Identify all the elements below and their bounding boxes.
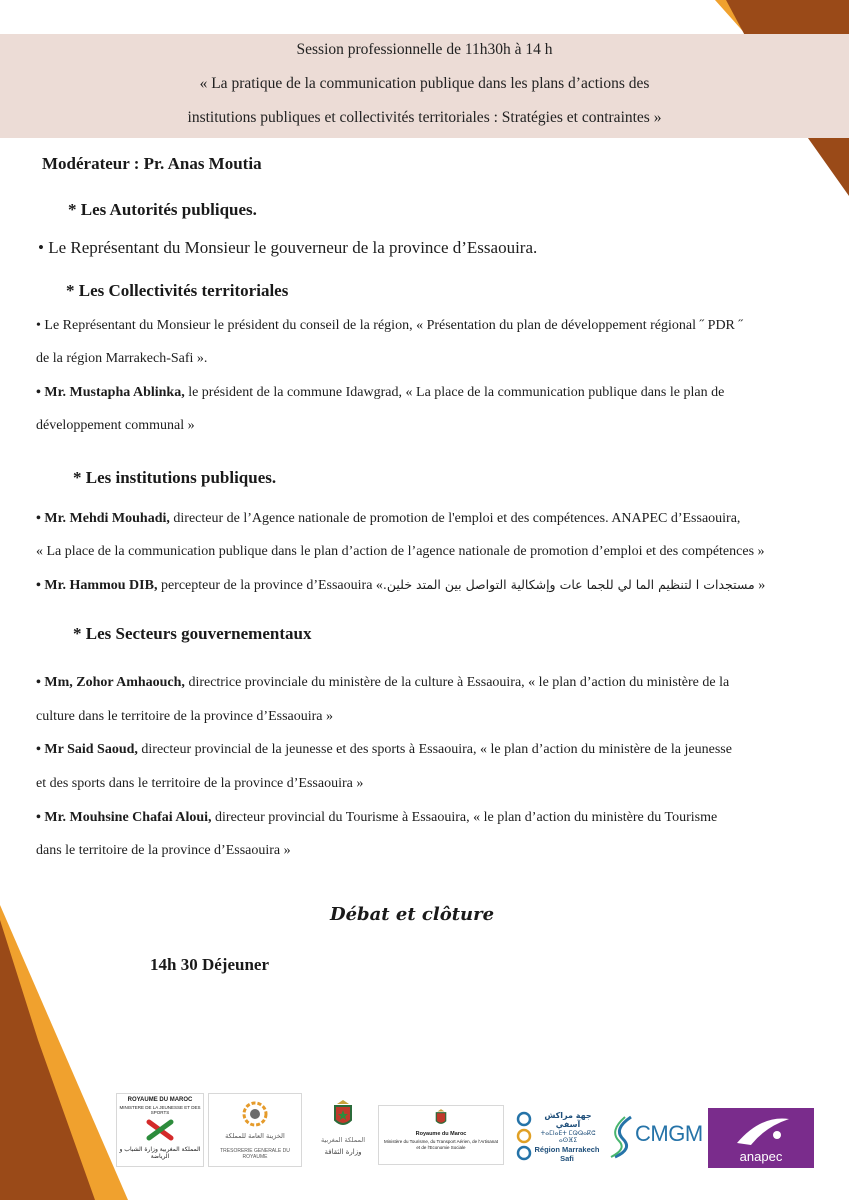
anapec-swoosh-icon <box>731 1113 793 1149</box>
logo-tourisme-fr2: Ministère du Tourisme, du Transport Aérien, de l'Artisanat et de l'Economie Sociale <box>383 1139 499 1150</box>
speaker-name: • Mr. Hammou DIB, <box>36 578 158 593</box>
logo-tresorerie-generale <box>208 1093 302 1167</box>
speaker-role: directeur de l’Agence nationale de promotion de l'emploi et des compétences. ANAPEC d’Essaouira, <box>169 511 741 526</box>
logo-culture-ar: المملكة المغربية <box>320 1136 366 1144</box>
logo-jeunesse-fr: ROYAUME DU MAROC <box>127 1097 193 1103</box>
logo-cmgm-name: CMGM <box>635 1121 703 1146</box>
collectivites-item-1-line1: • Le Représentant du Monsieur le président du conseil de la région, « Présentation du plan de développement régional ˝ PDR ˝ <box>36 318 744 333</box>
speaker-role: le président de la commune Idawgrad, « La place de la communication publique dans le plan de <box>184 385 725 400</box>
session-banner <box>0 34 849 138</box>
logo-anapec-name: anapec <box>739 1149 783 1164</box>
session-time: Session professionnelle de 11h30h à 14 h <box>296 41 553 58</box>
institutions-item-1-line1 <box>36 511 740 527</box>
speaker-role: percepteur de la province d’Essaouira « <box>157 578 383 593</box>
royal-coat-of-arms-icon <box>431 1108 451 1128</box>
logo-anapec <box>708 1108 814 1168</box>
region-pattern-icon <box>513 1111 535 1161</box>
logo-ministere-tourisme <box>378 1105 504 1165</box>
logo-region-tifinagh: ⵜⴰⵎⵏⴰⴹⵜ ⵎⵕⵕⴰⴽⵛ ⴰⵙⴼⵉ <box>540 1130 596 1144</box>
session-title-line2: institutions publiques et collectivités territoriales : Stratégies et contraintes » <box>187 109 662 126</box>
secteurs-item-1-line1 <box>36 675 729 691</box>
logo-tresorerie-fr: TRESORERIE GENERALE DU ROYAUME <box>220 1148 290 1160</box>
speaker-name: • Mr Said Saoud, <box>36 742 138 757</box>
logo-tourisme-fr: Royaume du Maroc <box>415 1131 467 1137</box>
logo-ministere-culture <box>314 1093 372 1167</box>
arabic-title: مستجدات ا لتنظيم الما لي للجما عات وإشكالية التواصل بين المتد خلين. <box>382 577 755 592</box>
cmgm-wave-icon <box>609 1115 635 1159</box>
speaker-role: directrice provinciale du ministère de la culture à Essaouira, « le plan d’action du ministère de la <box>184 675 730 690</box>
logo-ministere-jeunesse <box>116 1093 204 1167</box>
tresorerie-sun-icon <box>241 1100 269 1128</box>
moderator: Modérateur : Pr. Anas Moutia <box>42 154 262 173</box>
collectivites-item-1-line2: de la région Marrakech-Safi ». <box>36 351 208 366</box>
logo-region-ar: جهة مراكش آسفي <box>544 1111 592 1129</box>
speaker-name: • Mr. Mehdi Mouhadi, <box>36 511 170 526</box>
speaker-name: • Mm, Zohor Amhaouch, <box>36 675 185 690</box>
closing-quote: » <box>754 578 766 593</box>
speaker-role: directeur provincial du Tourisme à Essaouira, « le plan d’action du ministère du Tourisme <box>211 810 718 825</box>
speaker-name: • Mr. Mustapha Ablinka, <box>36 385 185 400</box>
logo-jeunesse-ar: المملكة المغربية وزارة الشباب و الرياضة <box>119 1146 201 1160</box>
logo-jeunesse-fr2: MINISTERE DE LA JEUNESSE ET DES SPORTS <box>119 1105 201 1115</box>
debate-closing: Débat et clôture <box>330 904 495 925</box>
secteurs-item-1-line2: culture dans le territoire de la province d’Essaouira » <box>36 709 333 724</box>
logo-tresorerie-ar: الخزينة العامة للمملكة <box>225 1132 285 1140</box>
logo-region-fr: Région Marrakech Safi <box>534 1145 600 1163</box>
collectivites-item-2-line1 <box>36 385 724 401</box>
institutions-item-1-line2: « La place de la communication publique dans le plan d’action de l’agence nationale de promotion d’emploi et des compétences » <box>36 544 765 559</box>
collectivites-item-2-line2: développement communal » <box>36 418 195 433</box>
lunch-time: 14h 30 Déjeuner <box>150 955 269 974</box>
speaker-name: • Mr. Mouhsine Chafai Aloui, <box>36 810 212 825</box>
secteurs-item-3-line1 <box>36 810 717 826</box>
heading-autorites: * Les Autorités publiques. <box>68 200 257 219</box>
heading-institutions: * Les institutions publiques. <box>73 468 277 487</box>
jeunesse-emblem-icon <box>145 1118 175 1142</box>
secteurs-item-2-line2: et des sports dans le territoire de la province d’Essaouira » <box>36 776 364 791</box>
royal-coat-of-arms-icon <box>327 1098 359 1132</box>
session-title-line1: « La pratique de la communication publique dans les plans d’actions des <box>199 75 650 92</box>
speaker-role: directeur provincial de la jeunesse et des sports à Essaouira, « le plan d’action du ministère de la jeunesse <box>137 742 732 757</box>
logo-region-marrakech-safi <box>508 1100 602 1167</box>
secteurs-item-3-line2: dans le territoire de la province d’Essaouira » <box>36 843 291 858</box>
heading-collectivites: * Les Collectivités territoriales <box>66 281 289 300</box>
institutions-item-2 <box>36 577 765 594</box>
secteurs-item-2-line1 <box>36 742 732 758</box>
logo-culture-ar2: وزارة الثقافة <box>324 1148 362 1156</box>
autorites-item-1: • Le Représentant du Monsieur le gouverneur de la province d’Essaouira. <box>38 238 538 257</box>
logo-cmgm <box>606 1110 704 1164</box>
heading-secteurs: * Les Secteurs gouvernementaux <box>73 624 312 643</box>
